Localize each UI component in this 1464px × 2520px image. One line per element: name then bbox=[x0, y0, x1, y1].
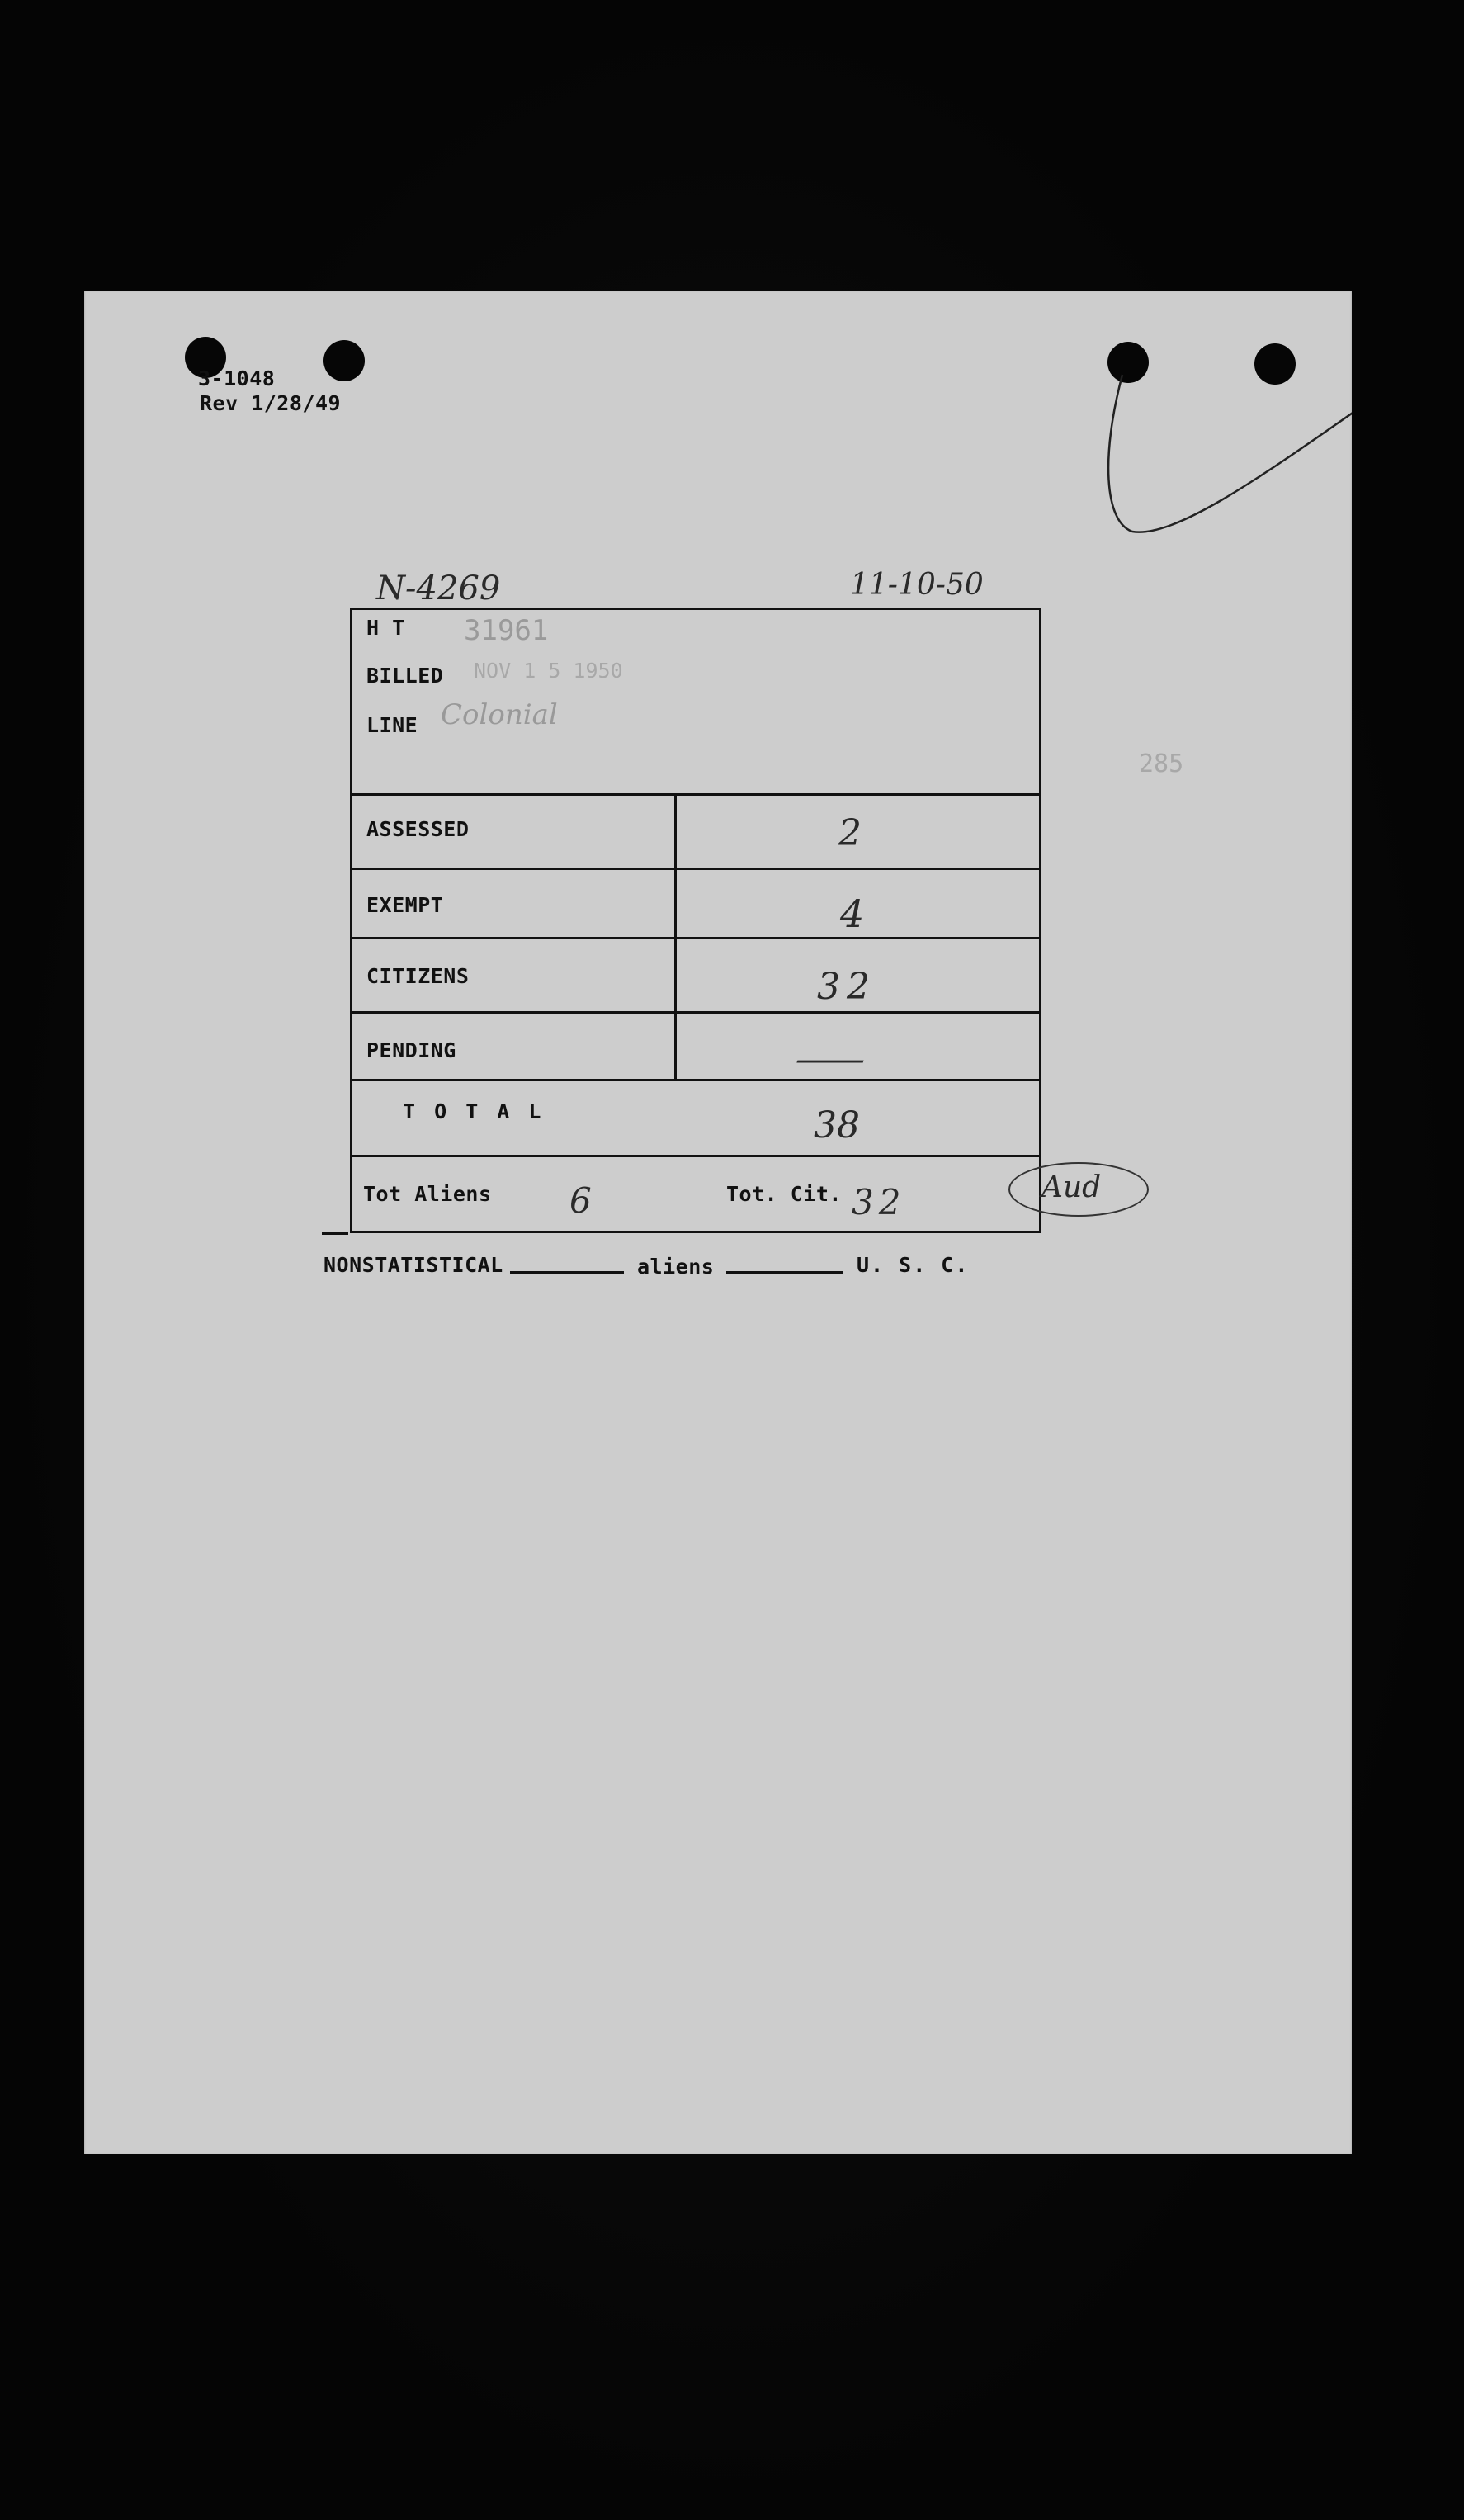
exempt-label: EXEMPT bbox=[366, 893, 444, 917]
total-citizens-value: 32 bbox=[852, 1182, 906, 1222]
initials: Aud bbox=[1041, 1170, 1102, 1204]
table-rule bbox=[352, 937, 1039, 939]
total-value: 38 bbox=[814, 1104, 860, 1147]
billed-label: BILLED bbox=[366, 664, 444, 688]
revision-date: Rev 1/28/49 bbox=[200, 391, 342, 415]
table-bottom-extension bbox=[322, 1232, 348, 1235]
table-rule bbox=[352, 1155, 1039, 1157]
total-citizens-label: Tot. Cit. bbox=[726, 1182, 842, 1206]
column-divider bbox=[674, 793, 677, 1080]
ht-value: 31961 bbox=[464, 614, 549, 647]
total-aliens-label: Tot Aliens bbox=[363, 1182, 492, 1206]
ht-label: H T bbox=[366, 616, 405, 640]
assessed-value: 2 bbox=[838, 812, 862, 854]
nonstatistical-blank bbox=[510, 1271, 624, 1274]
exempt-value: 4 bbox=[840, 891, 865, 936]
table-rule bbox=[352, 868, 1039, 870]
line-value: Colonial bbox=[441, 698, 558, 731]
form-date: 11-10-50 bbox=[850, 568, 984, 602]
total-label: T O T A L bbox=[403, 1099, 545, 1123]
table-rule bbox=[352, 1079, 1039, 1081]
assessed-label: ASSESSED bbox=[366, 817, 470, 841]
file-number: N-4269 bbox=[376, 570, 501, 608]
pending-label: PENDING bbox=[366, 1038, 456, 1062]
table-rule bbox=[352, 1011, 1039, 1014]
billed-stamp: NOV 1 5 1950 bbox=[474, 659, 623, 683]
aliens-label: aliens bbox=[637, 1255, 715, 1279]
nonstatistical-label: NONSTATISTICAL bbox=[323, 1253, 503, 1277]
aliens-blank bbox=[726, 1271, 843, 1274]
page-number: 285 bbox=[1139, 749, 1184, 778]
usc-label: U. S. C. bbox=[857, 1253, 970, 1277]
citizens-value: 32 bbox=[817, 966, 876, 1008]
table-rule bbox=[352, 793, 1039, 796]
citizens-label: CITIZENS bbox=[366, 964, 470, 988]
line-label: LINE bbox=[366, 713, 418, 737]
pending-value: — bbox=[794, 1038, 867, 1080]
total-aliens-value: 6 bbox=[569, 1180, 592, 1221]
form-number: 3-1048 bbox=[198, 366, 276, 390]
